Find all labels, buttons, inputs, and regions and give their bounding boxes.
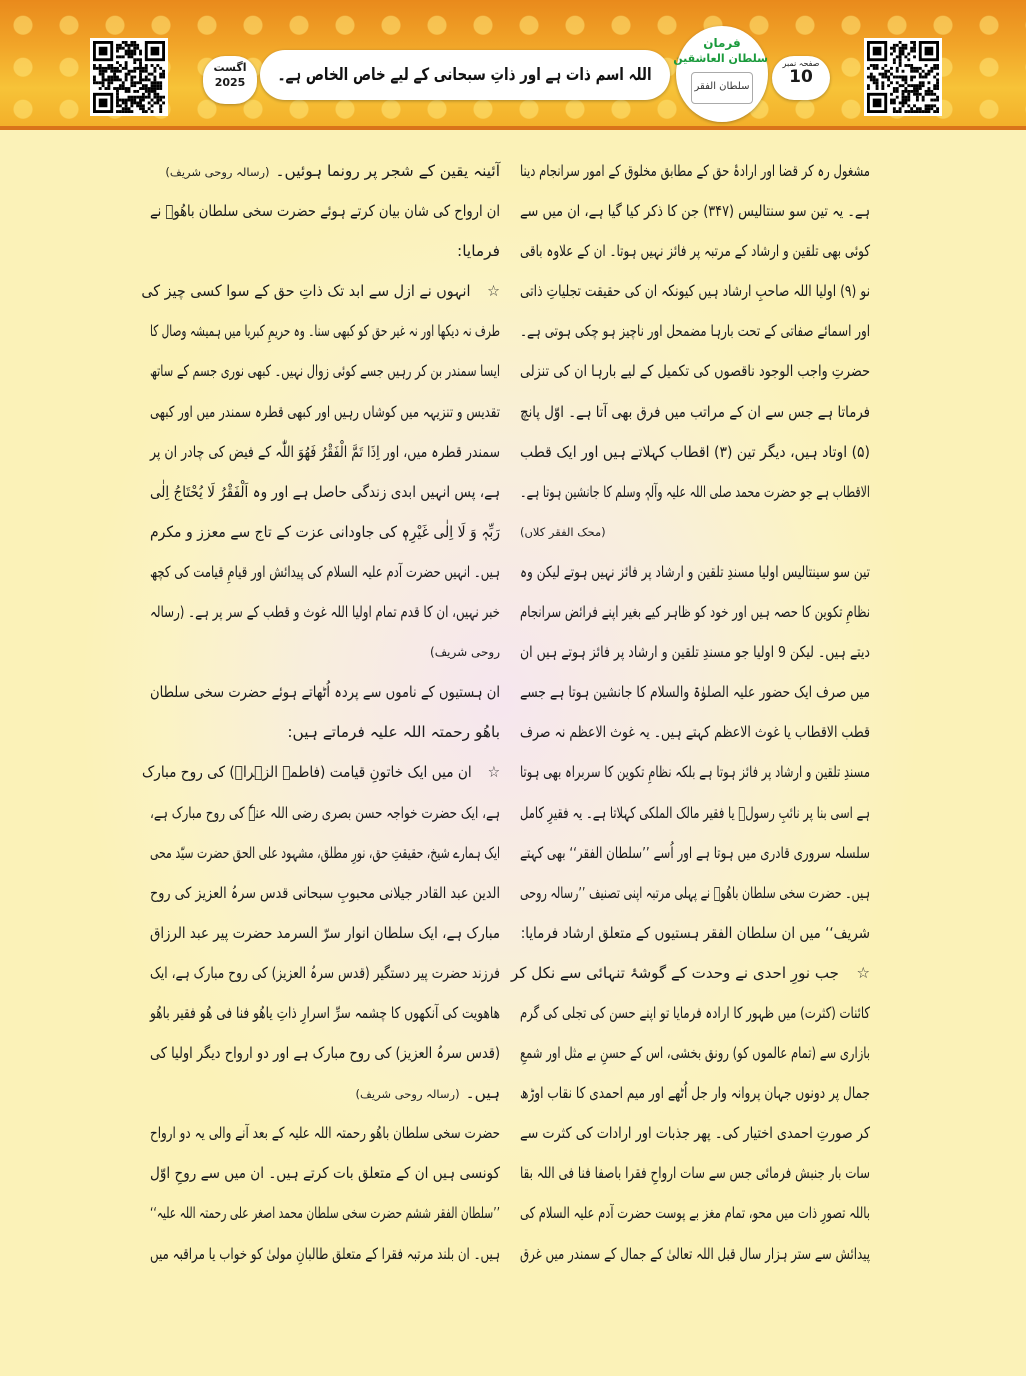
text-line xyxy=(150,552,500,592)
line-text: حضرتِ واجب الوجود ناقصوں کی تکمیل کے لیے بارہا ان کی تنزلی xyxy=(520,362,870,381)
text-line xyxy=(150,392,500,432)
line-text: مسندِ تلقین و ارشاد پر فائز ہوتا ہے بلکہ نظامِ تکوین کا سربراہ بھی ہوتا xyxy=(520,763,870,782)
line-text: ان ہستیوں کے ناموں سے پردہ اُٹھاتے ہوئے حضرت سخی سلطان xyxy=(150,683,500,702)
text-line xyxy=(150,1234,500,1274)
line-text: نو (۹) اولیا اللہ صاحبِ ارشاد ہیں کیونکہ ان کی حقیقت تجلیاتِ ذاتی xyxy=(520,282,870,301)
line-text: جب نورِ احدی نے وحدت کے گوشۂ تنہائی سے نکل کر xyxy=(510,963,839,982)
line-text: الدین عبد القادر جیلانی محبوبِ سبحانی قدس سرہُ العزیز کی روح xyxy=(150,883,500,902)
line-text: باھُو رحمتہ اللہ علیہ فرماتے ہیں: xyxy=(287,723,500,742)
text-line xyxy=(150,311,500,351)
page-number-label: صفحہ نمبر xyxy=(782,59,820,68)
text-line xyxy=(150,913,500,953)
line-text: تقدیس و تنزیہہ میں کوشاں رہیں اور کبھی قطرہ سمندر میں اور کبھی xyxy=(150,402,500,421)
qr-code-left xyxy=(90,38,168,116)
line-text: ایسا سمندر بن کر رہیں جسے کوئی زوال نہیں۔ کبھی نوری جسم کے ساتھ xyxy=(150,362,500,381)
page-header xyxy=(0,0,1026,130)
text-line xyxy=(520,311,870,351)
line-text: ھاھویت کی آنکھوں کا چشمہ سرِّ اسرارِ ذاتِ یاھُو فنا فی ھُو فقیر باھُو xyxy=(150,1003,500,1022)
text-line xyxy=(150,632,500,672)
citation: (محک الفقر کلاں) xyxy=(520,524,606,539)
line-text: کوئی بھی تلقین و ارشاد کے مرتبہ پر فائز نہیں ہوتا۔ ان کے علاوہ باقی xyxy=(520,242,870,261)
text-line xyxy=(520,752,870,792)
line-text: تین سو سینتالیس اولیا مسندِ تلقین و ارشاد پر فائز نہیں ہوتے لیکن وہ xyxy=(520,562,870,581)
text-line xyxy=(520,993,870,1033)
text-line xyxy=(150,1033,500,1073)
text-line xyxy=(520,392,870,432)
text-line xyxy=(150,351,500,391)
line-text: پیدائش سے ستر ہزار سال قبل اللہ تعالیٰ کے جمال کے سمندر میں غرق xyxy=(520,1244,870,1263)
star-icon: ☆ xyxy=(487,282,500,301)
line-text: خبر نہیں، ان کا قدم تمام اولیا اللہ غوث و قطب کے سر پر ہے۔ (رسالہ xyxy=(150,603,500,622)
column-right xyxy=(510,151,871,1274)
text-line xyxy=(520,1234,870,1274)
citation: (رسالہ روحی شریف) xyxy=(165,165,270,179)
text-line xyxy=(510,953,870,993)
text-line xyxy=(520,1033,870,1073)
line-text: سات بار جنبش فرمائی جس سے سات ارواحِ فقرا باصفا فنا فی اللہ بقا xyxy=(520,1164,870,1183)
line-text: (۵) اوتاد ہیں، دیگر تین (۳) اقطاب کہلاتے ہیں اور ایک قطب xyxy=(520,442,870,461)
text-line xyxy=(520,432,870,472)
line-text: روحی شریف) xyxy=(430,645,500,660)
text-line xyxy=(150,1073,500,1113)
line-text: فرزند حضرت پیر دستگیر (قدس سرہُ العزیز) کی روح مبارک ہے، ایک xyxy=(150,963,500,982)
line-text: حضرت سخی سلطان باھُو رحمتہ اللہ علیہ کے بعد آنے والی یہ دو ارواح xyxy=(150,1124,500,1143)
line-text: ہیں۔ انہیں حضرت آدم علیہ السلام کی پیدائش اور قیامِ قیامت کی کچھ xyxy=(150,562,500,581)
line-text: ایک ہمارے شیخ، حقیقتِ حق، نورِ مطلق، مشہود علی الحق حضرت سیّد محی xyxy=(150,843,500,862)
logo-line2: سلطان العاشقین xyxy=(673,52,768,65)
line-text: ہیں۔ حضرت سخی سلطان باھُوؒ نے پہلی مرتبہ اپنی تصنیف ’’رسالہ روحی xyxy=(520,883,870,902)
line-text: الاقطاب ہے جو حضرت محمد صلی اللہ علیہ وآلہٖ وسلم کا جانشین ہوتا ہے۔ xyxy=(520,482,870,501)
text-line xyxy=(150,873,500,913)
text-line xyxy=(150,472,500,512)
text-line xyxy=(520,231,870,271)
issue-date xyxy=(203,56,257,104)
citation: (رسالہ روحی شریف) xyxy=(355,1087,460,1102)
line-text: ہیں۔ ان بلند مرتبہ فقرا کے متعلق طالبانِ مولیٰ کو خواب یا مراقبہ میں xyxy=(150,1244,500,1263)
line-text: ان ارواح کی شان بیان کرتے ہوئے حضرت سخی سلطان باھُوؒ نے xyxy=(150,202,500,221)
text-line xyxy=(520,1073,870,1113)
text-line xyxy=(520,913,870,953)
text-line xyxy=(150,712,500,752)
text-line xyxy=(150,191,500,231)
text-line xyxy=(141,752,500,792)
line-text: قطب الاقطاب یا غوث الاعظم کہتے ہیں۔ یہ غوث الاعظم نہ صرف xyxy=(520,723,870,742)
text-line xyxy=(520,271,870,311)
qr-code-right xyxy=(864,38,942,116)
text-line xyxy=(520,793,870,833)
column-left xyxy=(141,151,500,1274)
line-text: اور اسمائے صفاتی کے تحت بارہا مضمحل اور ناچیز ہو چکی ہوتی ہے۔ xyxy=(520,322,870,341)
line-text: ہے، ایک حضرت خواجہ حسن بصری رضی اللہ عنہٗ کی روح مبارک ہے، xyxy=(150,803,500,822)
line-text: سلسلہ سروری قادری میں ہوتا ہے اور اُسے ’’سلطان الفقر‘‘ بھی کہتے xyxy=(520,843,870,862)
line-text: کائنات (کثرت) میں ظہور کا ارادہ فرمایا تو اپنے حسن کی تجلی کی گرم xyxy=(520,1003,870,1022)
text-line xyxy=(520,512,870,552)
line-text: مبارک ہے، ایک سلطان انوار سرّ السرمد حضرت پیر عبد الرزاق xyxy=(150,923,500,942)
issue-month: اگست xyxy=(213,61,247,74)
text-line xyxy=(520,552,870,592)
page-number-badge xyxy=(772,56,830,100)
text-line xyxy=(150,432,500,472)
text-line xyxy=(150,1193,500,1233)
line-text: میں صرف ایک حضور علیہ الصلوٰۃ والسلام کا جانشین ہوتا ہے جسے xyxy=(520,683,870,702)
text-line xyxy=(150,672,500,712)
line-text: رَبِّہٖ وَ لَا اِلٰی غَیْرِہٖ کی جاودانی عزت کے تاج سے معزز و مکرم xyxy=(150,522,500,541)
line-text: فرماتا ہے جس سے ان کے مراتب میں فرق بھی آتا ہے۔ اوّل پانچ xyxy=(520,402,870,421)
text-line xyxy=(150,592,500,632)
line-text: انہوں نے ازل سے ابد تک ذاتِ حق کے سوا کسی چیز کی xyxy=(141,282,471,301)
star-icon: ☆ xyxy=(487,763,500,782)
line-text: شریف‘‘ میں ان سلطان الفقر ہستیوں کے متعلق ارشاد فرمایا: xyxy=(520,923,870,942)
text-line xyxy=(150,151,500,191)
line-text: نظامِ تکوین کا حصہ ہیں اور خود کو ظاہر کیے بغیر اپنے فرائض سرانجام xyxy=(520,603,870,622)
line-text: ہے۔ یہ تین سو سنتالیس (۳۴۷) جن کا ذکر کیا گیا ہے، ان میں سے xyxy=(520,202,871,221)
line-text: (قدس سرہُ العزیز) کی روح مبارک ہے اور دو ارواح دیگر اولیا کی xyxy=(150,1044,500,1063)
text-line xyxy=(520,1193,870,1233)
text-line xyxy=(520,351,870,391)
text-line xyxy=(520,712,870,752)
line-text: ’’سلطان الفقر ششم حضرت سخی سلطان محمد اصغر علی رحمتہ اللہ علیہ‘‘ xyxy=(150,1204,500,1223)
text-line xyxy=(520,191,870,231)
text-line xyxy=(150,793,500,833)
logo-line1: فرمان xyxy=(703,36,741,50)
line-text: سمندر قطرہ میں، اور اِذَا تَمَّ الْفَقْرُ فَھُوَ اللّٰہ کے فیض کی چادر ان پر xyxy=(150,442,500,461)
line-text: ہے اسی بنا پر نائبِ رسولؐ یا فقیر مالک الملکی کہلاتا ہے۔ یہ فقیرِ کامل xyxy=(520,803,870,822)
issue-year: 2025 xyxy=(214,76,246,89)
star-icon: ☆ xyxy=(856,963,870,982)
text-line xyxy=(150,833,500,873)
line-text: کر صورتِ احمدی اختیار کی۔ پھر جذبات اور ارادات کی کثرت سے xyxy=(520,1124,870,1143)
line-text: باللہ تصورِ ذات میں محو، تمام مغز بے پوست حضرت آدم علیہ السلام کی xyxy=(520,1204,870,1223)
section-logo xyxy=(673,26,768,122)
text-line xyxy=(520,472,870,512)
line-text: فرمایا: xyxy=(457,242,500,261)
text-line xyxy=(520,1113,870,1153)
logo-badge: سلطان الفقر xyxy=(691,72,753,104)
text-line xyxy=(520,672,870,712)
text-line xyxy=(141,271,500,311)
text-line xyxy=(520,833,870,873)
line-text: ان میں ایک خاتونِ قیامت (فاطمۃ الزہراؓ) کی روح مبارک xyxy=(141,763,472,782)
page-title xyxy=(260,50,670,100)
text-line xyxy=(520,592,870,632)
line-text: طرف نہ دیکھا اور نہ غیر حق کو کبھی سنا۔ وہ حریمِ کبریا میں ہمیشہ وصال کا xyxy=(150,322,500,341)
line-text: بازاری سے (تمام عالموں کو) رونق بخشی، اس کے حسنِ بے مثل اور شمعِ xyxy=(520,1044,870,1063)
text-line xyxy=(150,1113,500,1153)
text-line xyxy=(520,632,870,672)
line-text: مشغول رہ کر قضا اور ارادۂ حق کے مطابق مخلوق کے امور سرانجام دینا xyxy=(520,162,870,180)
text-line xyxy=(520,1153,870,1193)
line-text: ہے، پس انہیں ابدی زندگی حاصل ہے اور وہ اَلْفَقْرُ لَا یُحْتَاجُ اِلٰی xyxy=(150,482,500,501)
text-line xyxy=(150,993,500,1033)
line-text: ہیں۔ xyxy=(465,1084,500,1103)
text-line xyxy=(520,873,870,913)
text-line xyxy=(150,231,500,271)
line-text: آئینہ یقین کے شجر پر رونما ہوئیں۔ xyxy=(275,162,500,180)
text-line xyxy=(520,151,870,191)
line-text: کونسی ہیں ان کے متعلق بات کرتے ہیں۔ ان میں سے روحِ اوّل xyxy=(150,1164,500,1183)
page-number: 10 xyxy=(789,67,813,87)
line-text: دیتے ہیں۔ لیکن 9 اولیا جو مسندِ تلقین و ارشاد پر فائز ہوتے ہیں ان xyxy=(520,643,870,662)
text-line xyxy=(150,1153,500,1193)
text-line xyxy=(150,512,500,552)
line-text: جمال پر دونوں جہان پروانہ وار جل اُٹھے اور میم احمدی کا نقاب اوڑھ xyxy=(520,1084,870,1103)
page-title-text: اللہ اسم ذات ہے اور ذاتِ سبحانی کے لیے خاص الخاص ہے۔ xyxy=(278,65,652,85)
text-line xyxy=(150,953,500,993)
